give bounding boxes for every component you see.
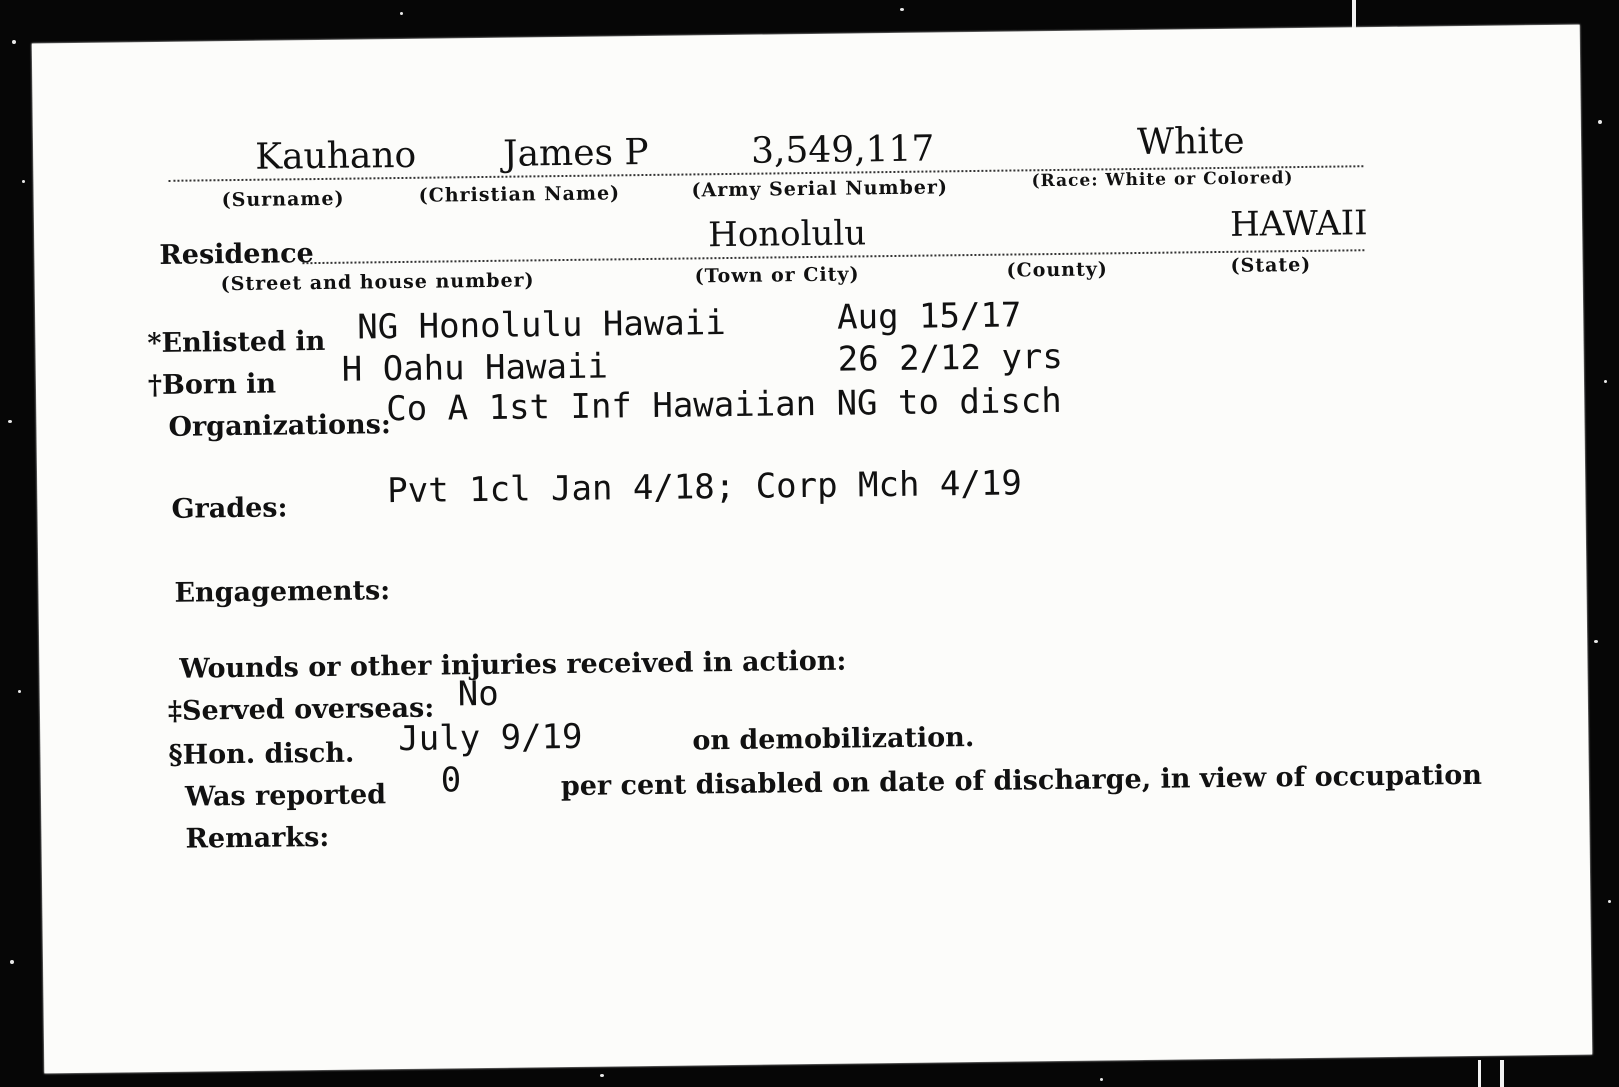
- scan-speck: [1608, 900, 1611, 903]
- scan-edge-bar: [1478, 1060, 1481, 1087]
- reported-value: 0: [440, 760, 462, 801]
- scan-speck: [1604, 380, 1607, 383]
- born-label: †Born in: [147, 368, 277, 402]
- organizations-label: Organizations:: [168, 409, 392, 443]
- served-overseas-label: ‡Served overseas:: [167, 692, 435, 727]
- scan-speck: [12, 40, 16, 44]
- scan-speck: [18, 690, 21, 693]
- christian-name-value: James P: [502, 131, 649, 175]
- scan-speck: [600, 1074, 604, 1077]
- wounds-label: Wounds or other injuries received in action:: [179, 645, 847, 685]
- town-value: Honolulu: [707, 213, 867, 256]
- grades-label: Grades:: [171, 492, 288, 525]
- race-value: White: [1136, 120, 1245, 163]
- scan-speck: [400, 12, 403, 15]
- scan-speck: [8, 420, 12, 423]
- scan-speck: [1598, 120, 1602, 124]
- service-record-card: [32, 25, 1592, 1074]
- reported-label: Was reported: [184, 779, 387, 813]
- enlisted-date-value: Aug 15/17: [836, 295, 1022, 338]
- hon-disch-label: §Hon. disch.: [168, 737, 355, 771]
- organizations-value: Co A 1st Inf Hawaiian NG to disch: [386, 380, 1062, 430]
- scan-edge-bar: [1500, 1060, 1504, 1087]
- residence-label: Residence: [159, 238, 314, 271]
- hon-disch-date-value: July 9/19: [398, 716, 583, 760]
- grades-value: Pvt 1cl Jan 4/18; Corp Mch 4/19: [387, 463, 1023, 512]
- town-caption: (Town or City): [694, 263, 860, 288]
- served-overseas-value: No: [457, 673, 499, 715]
- scan-edge-bar: [1352, 0, 1356, 30]
- state-value: HAWAII: [1229, 203, 1368, 245]
- scan-speck: [900, 8, 904, 11]
- engagements-label: Engagements:: [174, 575, 391, 609]
- reported-suffix: per cent disabled on date of discharge, in view of occupation: [560, 759, 1483, 803]
- age-value: 26 2/12 yrs: [837, 336, 1064, 380]
- born-place-value: H Oahu Hawaii: [341, 346, 609, 390]
- serial-number-value: 3,549,117: [750, 128, 935, 172]
- christian-name-caption: (Christian Name): [418, 182, 621, 207]
- race-caption: (Race: White or Colored): [1031, 168, 1294, 192]
- serial-caption: (Army Serial Number): [691, 176, 949, 202]
- surname-value: Kauhano: [254, 134, 417, 178]
- hon-disch-suffix: on demobilization.: [692, 722, 975, 757]
- county-caption: (County): [1006, 258, 1108, 282]
- scan-speck: [22, 180, 25, 183]
- street-caption: (Street and house number): [220, 269, 535, 296]
- remarks-label: Remarks:: [185, 821, 330, 855]
- enlisted-place-value: NG Honolulu Hawaii: [357, 303, 726, 348]
- enlisted-label: *Enlisted in: [147, 325, 326, 360]
- scan-speck: [1100, 1078, 1103, 1081]
- scan-speck: [1594, 640, 1598, 643]
- scan-speck: [10, 960, 14, 964]
- surname-caption: (Surname): [221, 187, 345, 212]
- state-caption: (State): [1230, 253, 1312, 277]
